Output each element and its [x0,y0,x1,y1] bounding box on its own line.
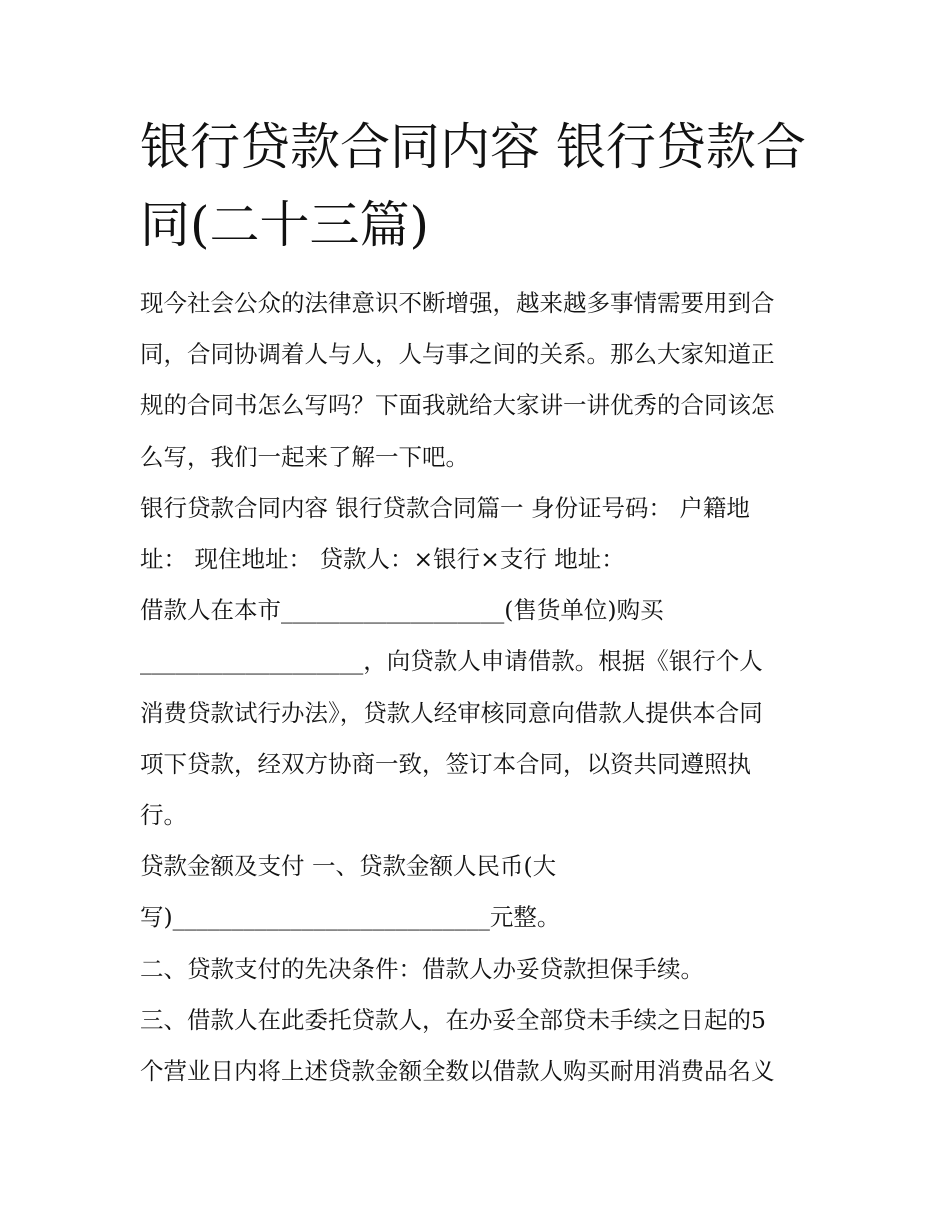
text-line: 行。 [140,801,187,830]
paragraph-clause-three [140,995,820,1097]
text-line: 消费贷款试行办法》，贷款人经审核同意向借款人提供本合同 [140,698,763,727]
paragraph-parties [140,483,820,585]
text-line: 么写，我们一起来了解一下吧。 [140,442,469,471]
paragraph-intro [140,278,820,483]
text-line: ___________________，向贷款人申请借款。根据《银行个人 [140,647,763,676]
paragraph-amount [140,841,820,943]
text-line: 三、借款人在此委托贷款人，在办妥全部贷未手续之日起的5 [140,1005,766,1034]
title-line: 银行贷款合同内容 银行贷款合 [140,118,806,176]
text-line: 银行贷款合同内容 银行贷款合同篇一 身份证号码： 户籍地 [140,493,750,522]
text-line: 借款人在本市___________________(售货单位)购买 [140,596,664,625]
text-line: 规的合同书怎么写吗？下面我就给大家讲一讲优秀的合同该怎 [140,391,775,420]
document-title [140,108,820,264]
text-line: 二、贷款支付的先决条件：借款人办妥贷款担保手续。 [140,954,704,983]
text-line: 写)___________________________元整。 [140,903,561,932]
text-line: 现今社会公众的法律意识不断增强，越来越多事情需要用到合 [140,289,775,317]
paragraph-purchase [140,585,820,841]
paragraph-clause-two [140,944,820,995]
text-line: 项下贷款，经双方协商一致，签订本合同，以资共同遵照执 [140,749,751,778]
text-line: 同，合同协调着人与人，人与事之间的关系。那么大家知道正 [140,340,775,369]
document-body [140,278,820,1097]
text-line: 贷款金额及支付 一、贷款金额人民币(大 [140,852,557,881]
text-line: 个营业日内将上述贷款金额全数以借款人购买耐用消费品名义 [140,1057,775,1086]
title-line: 同(二十三篇) [140,196,430,254]
text-line: 址： 现住地址： 贷款人：×银行×支行 地址： [140,545,625,574]
